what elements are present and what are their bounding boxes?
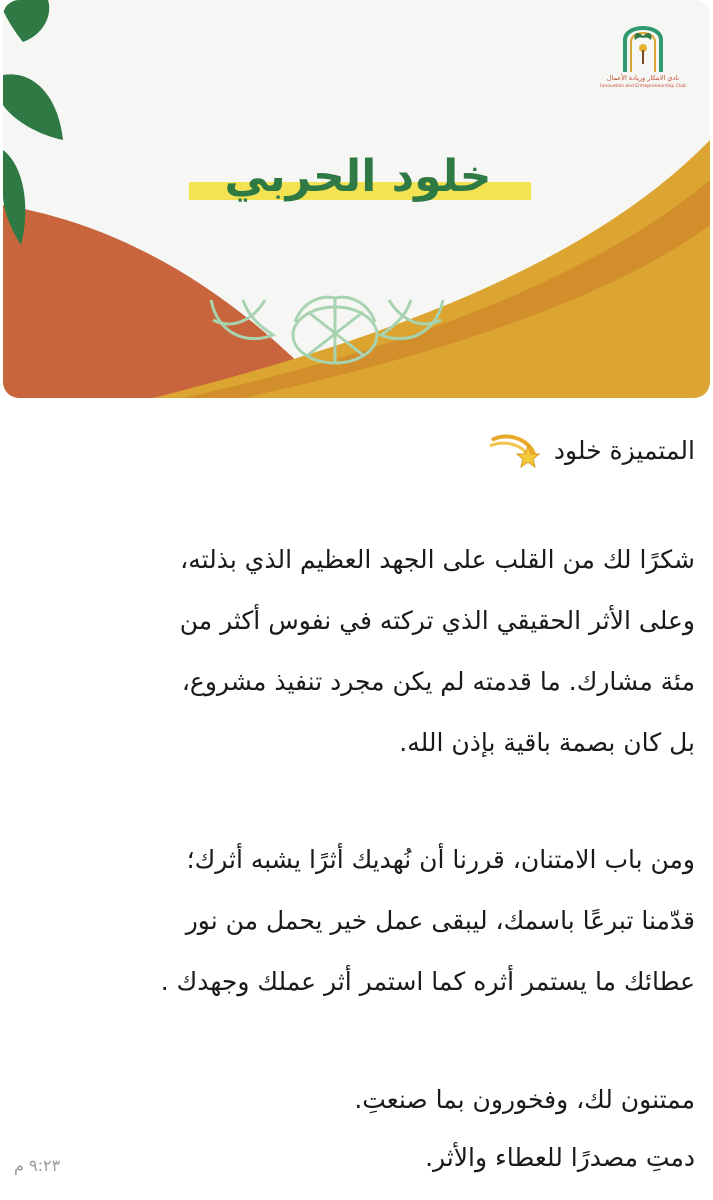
paragraph-line: ممتنون لك، وفخورون بما صنعتِ. (354, 1085, 695, 1114)
message-paragraph-2 (15, 829, 695, 1012)
recipient-name-banner (183, 142, 533, 212)
message-paragraph-1 (15, 529, 695, 773)
logo-english-text: Innovation and Entrepreneurship Club (600, 84, 686, 89)
thank-you-card-image[interactable] (3, 0, 710, 398)
club-logo (593, 14, 693, 96)
paragraph-line: شكرًا لك من القلب على الجهد العظيم الذي بذلته، (180, 545, 695, 574)
message-timestamp: ٩:٢٣ م (14, 1156, 61, 1175)
paragraph-line: وعلى الأثر الحقيقي الذي تركته في نفوس أكثر من (179, 606, 695, 635)
logo-arabic-text: نادي الابتكار وريادة الأعمال (606, 74, 680, 82)
paragraph-line: عطائك ما يستمر أثره كما استمر أثر عملك وجهدك . (160, 967, 695, 996)
paragraph-line: مئة مشارك. ما قدمته لم يكن مجرد تنفيذ مشروع، (181, 667, 695, 696)
paragraph-line: دمتِ مصدرًا للعطاء والأثر. (425, 1143, 695, 1172)
paragraph-line: ومن باب الامتنان، قررنا أن نُهديك أثرًا يشبه أثرك؛ (186, 845, 695, 874)
greeting-line (488, 428, 695, 472)
greeting-text: المتميزة خلود (553, 435, 695, 465)
shooting-star-icon (488, 432, 542, 468)
palm-arch-icon (593, 14, 693, 74)
recipient-name: خلود الحربي (224, 151, 492, 202)
paragraph-line: بل كان بصمة باقية بإذن الله. (399, 728, 695, 757)
paragraph-line: قدّمنا تبرعًا باسمك، ليبقى عمل خير يحمل من نور (185, 906, 695, 935)
message-paragraph-3 (15, 1071, 695, 1187)
